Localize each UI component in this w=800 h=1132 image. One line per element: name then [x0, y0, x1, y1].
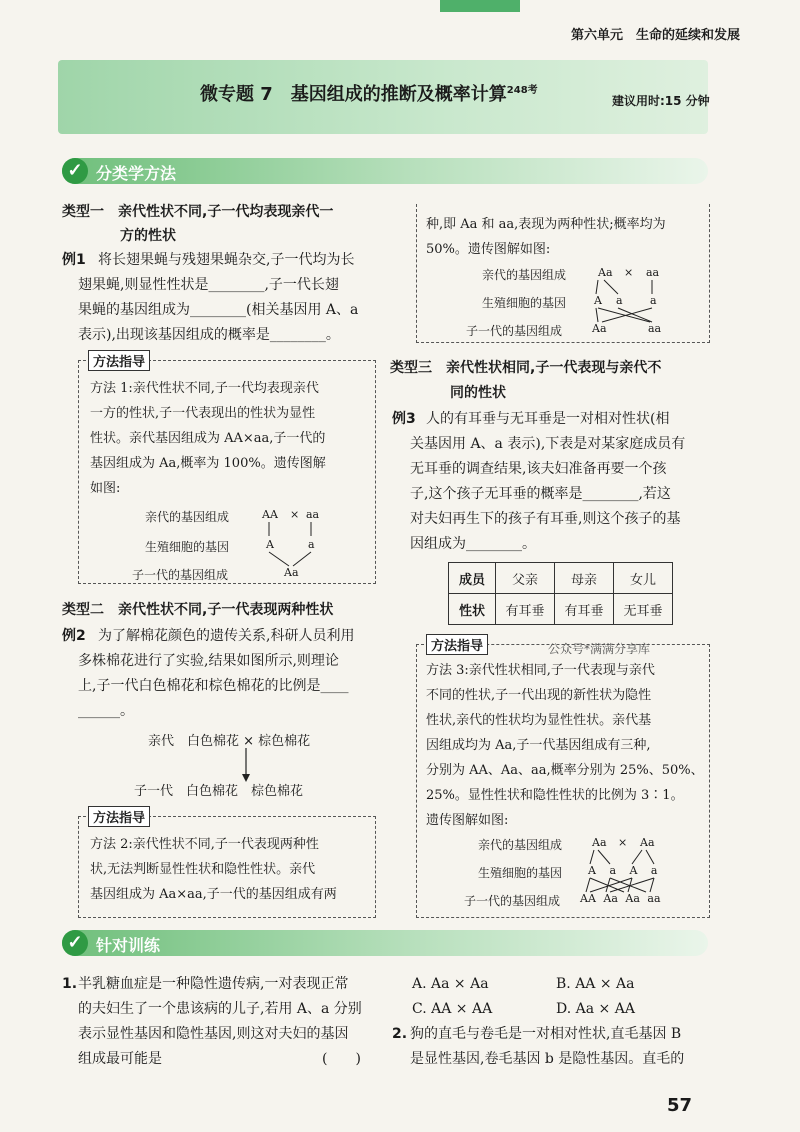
example1-tag: 例1: [62, 252, 86, 268]
diagram1-parent-gene: AA: [262, 508, 278, 521]
type3-title: 类型三 亲代性状相同,子一代表现与亲代不: [390, 360, 662, 376]
question2-number: 2.: [392, 1026, 408, 1042]
question1-line: 组成最可能是: [78, 1051, 162, 1067]
diagram2-row-label: 生殖细胞的基因: [482, 296, 567, 310]
example3-line: 因组成为________。: [410, 536, 536, 552]
method2-line: 状,无法判断显性性状和隐性性状。亲代: [90, 862, 316, 877]
example3-tag: 例3: [392, 411, 416, 427]
diagram2-gamete: a: [616, 294, 623, 307]
method2-tag: 方法指导: [88, 806, 150, 827]
method1-line: 基因组成为 Aa,概率为 100%。遗传图解: [90, 456, 326, 471]
cotton-child: 子一代 白色棉花 棕色棉花: [134, 784, 304, 799]
method3-line: 性状,亲代的性状均为显性性状。亲代基: [426, 713, 652, 728]
diagram2-parent-gene: aa: [646, 266, 660, 279]
type1-title-2: 方的性状: [120, 228, 176, 244]
cotton-arrow-icon: [240, 748, 252, 782]
question1-line: 表示显性基因和隐性基因,则这对夫妇的基因: [78, 1026, 349, 1042]
method1-line: 一方的性状,子一代表现出的性状为显性: [90, 406, 316, 421]
table-cell: 父亲: [496, 563, 555, 594]
suggested-time: 建议用时:15 分钟: [612, 94, 710, 108]
example3-line: 关基因用 A、a 表示),下表是对某家庭成员有: [410, 436, 686, 452]
option-c[interactable]: C. AA × AA: [412, 1001, 493, 1017]
diagram1-row-label: 子一代的基因组成: [132, 568, 229, 582]
question2-line: 是显性基因,卷毛基因 b 是隐性基因。直毛的: [410, 1051, 685, 1067]
example1-line: 将长翅果蝇与残翅果蝇杂交,子一代均为长: [98, 252, 355, 268]
diagram3-offspring: AA Aa Aa aa: [580, 892, 661, 905]
type2-title: 类型二 亲代性状不同,子一代表现两种性状: [62, 602, 334, 618]
example2-line: ______。: [78, 703, 134, 719]
method2-cont-line: 种,即 Aa 和 aa,表现为两种性状;概率均为: [426, 217, 666, 232]
example3-line: 对夫妇再生下的孩子有耳垂,则这个孩子的基: [410, 511, 681, 527]
method1-line: 方法 1:亲代性状不同,子一代均表现亲代: [90, 381, 319, 396]
table-cell: 女儿: [614, 563, 673, 594]
method3-line: 方法 3:亲代性状相同,子一代表现与亲代: [426, 663, 655, 678]
example2-tag: 例2: [62, 628, 86, 644]
table-cell: 成员: [449, 563, 496, 594]
diagram2-gamete: a: [650, 294, 657, 307]
diagram2-gamete: A: [594, 294, 602, 307]
diagram3-parent-gene: Aa: [640, 836, 655, 849]
table-cell: 有耳垂: [496, 594, 555, 625]
diagram1-row-label: 生殖细胞的基因: [145, 540, 230, 554]
question1-number: 1.: [62, 976, 78, 992]
example1-line: 果蝇的基因组成为________(相关基因用 A、a: [78, 302, 359, 318]
question1-line: 的夫妇生了一个患该病的儿子,若用 A、a 分别: [78, 1001, 362, 1017]
earlobe-table: [448, 562, 673, 625]
type1-title: 类型一 亲代性状不同,子一代均表现亲代一: [62, 204, 334, 220]
section-title-methods: 分类学方法: [96, 164, 177, 183]
table-header-row: [449, 563, 673, 594]
page-title: 微专题 7 基因组成的推断及概率计算$^{248考}$: [200, 84, 538, 105]
question1-line: 半乳糖血症是一种隐性遗传病,一对表现正常: [78, 976, 349, 992]
option-a[interactable]: A. Aa × Aa: [412, 976, 489, 992]
check-icon: ✓: [62, 930, 88, 956]
option-d[interactable]: D. Aa × AA: [556, 1001, 635, 1017]
title-superscript: 248考: [506, 85, 538, 96]
method3-line: 因组成均为 Aa,子一代基因组成有三种,: [426, 738, 651, 753]
diagram2-offspring: Aa: [592, 322, 607, 335]
option-b[interactable]: B. AA × Aa: [556, 976, 635, 992]
diagram3-row-label: 生殖细胞的基因: [478, 866, 563, 880]
method1-line: 如图:: [90, 481, 121, 496]
check-icon: ✓: [62, 158, 88, 184]
method3-line: 分别为 AA、Aa、aa,概率分别为 25%、50%、: [426, 763, 704, 778]
method3-tag: 方法指导: [426, 634, 488, 655]
question2-line: 狗的直毛与卷毛是一对相对性状,直毛基因 B: [410, 1026, 682, 1042]
unit-header: 第六单元 生命的延续和发展: [570, 28, 740, 43]
diagram2-row-label: 亲代的基因组成: [482, 268, 567, 282]
diagram2-row-label: 子一代的基因组成: [466, 324, 563, 338]
diagram1-offspring: Aa: [284, 566, 299, 579]
diagram1-gamete: A: [266, 538, 274, 551]
diagram1-lines: [255, 518, 335, 568]
method2-cont-line: 50%。遗传图解如图:: [426, 242, 551, 257]
example3-line: 无耳垂的调查结果,该夫妇准备再要一个孩: [410, 461, 667, 477]
diagram3-lines: [580, 846, 680, 894]
diagram1-parent-gene: aa: [306, 508, 320, 521]
diagram2-cross: ×: [624, 266, 634, 279]
watermark: 公众号*满满分享库: [548, 642, 651, 656]
diagram1-row-label: 亲代的基因组成: [145, 510, 230, 524]
diagram1-cross: ×: [290, 508, 300, 521]
diagram2-parent-gene: Aa: [598, 266, 613, 279]
example1-line: 表示),出现该基因组成的概率是________。: [78, 327, 340, 343]
diagram3-row-label: 子一代的基因组成: [464, 894, 561, 908]
example3-line: 子,这个孩子无耳垂的概率是________,若这: [410, 486, 671, 502]
diagram3-gametes: A a A a: [588, 864, 658, 877]
diagram3-parent-gene: Aa: [592, 836, 607, 849]
method3-line: 25%。显性性状和隐性性状的比例为 3∶1。: [426, 788, 684, 803]
method3-line: 遗传图解如图:: [426, 813, 509, 828]
section-title-training: 针对训练: [96, 936, 161, 955]
method3-line: 不同的性状,子一代出现的新性状为隐性: [426, 688, 652, 703]
table-cell: 性状: [449, 594, 496, 625]
top-color-bar: [0, 0, 800, 12]
type3-title-2: 同的性状: [450, 385, 506, 401]
diagram3-cross: ×: [618, 836, 628, 849]
example2-line: 多株棉花进行了实验,结果如图所示,则理论: [78, 653, 339, 669]
example2-line: 上,子一代白色棉花和棕色棉花的比例是____: [78, 678, 349, 694]
diagram2-offspring: aa: [648, 322, 662, 335]
diagram1-gamete: a: [308, 538, 315, 551]
method2-line: 方法 2:亲代性状不同,子一代表现两种性: [90, 837, 319, 852]
table-row: [449, 594, 673, 625]
method2-line: 基因组成为 Aa×aa,子一代的基因组成有两: [90, 887, 337, 902]
page-number: 57: [666, 1095, 692, 1116]
table-cell: 无耳垂: [614, 594, 673, 625]
method1-tag: 方法指导: [88, 350, 150, 371]
example1-line: 翅果蝇,则显性性状是________,子一代长翅: [78, 277, 339, 293]
example2-line: 为了解棉花颜色的遗传关系,科研人员利用: [98, 628, 355, 644]
diagram3-row-label: 亲代的基因组成: [478, 838, 563, 852]
method1-line: 性状。亲代基因组成为 AA×aa,子一代的: [90, 431, 326, 446]
example3-line: 人的有耳垂与无耳垂是一对相对性状(相: [426, 411, 670, 427]
table-cell: 母亲: [555, 563, 614, 594]
table-cell: 有耳垂: [555, 594, 614, 625]
cotton-parent: 亲代 白色棉花 × 棕色棉花: [148, 734, 311, 749]
question1-answer-bracket[interactable]: ( ): [322, 1051, 361, 1067]
diagram2-lines: [588, 276, 668, 324]
